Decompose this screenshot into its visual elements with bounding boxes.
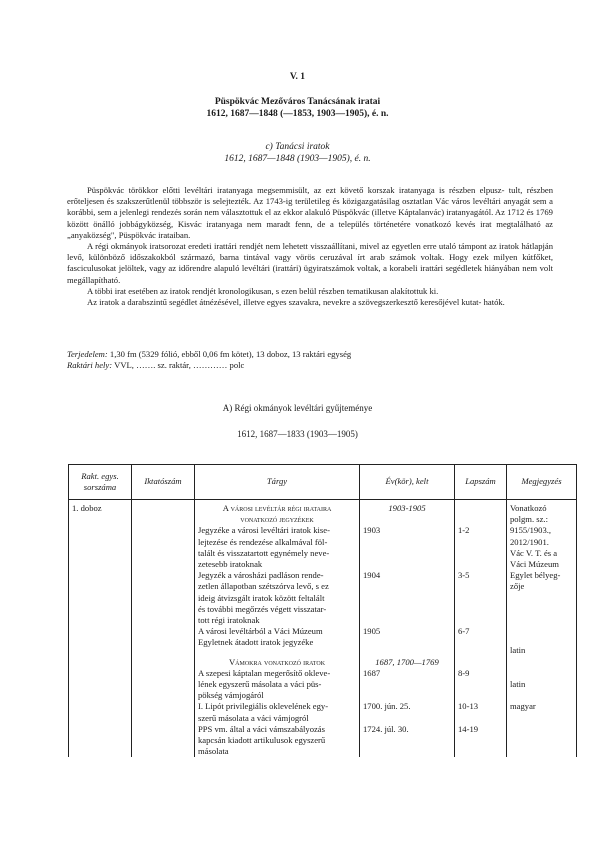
intro-line: Püspökvác (illetve Káptalanvác) iratanyagától. Az 1712 és 1769 között önálló jobbágyközség, Kisvác iratanyaga nem [67, 207, 553, 229]
subject-line: tott régi iratoknak [198, 615, 260, 626]
item-year: 1700. jún. 25. [363, 701, 411, 712]
note-line: Egylet bélyeg- [510, 570, 561, 581]
item-note: latin [510, 679, 526, 689]
table-header-row [69, 465, 577, 500]
location-line [67, 360, 553, 371]
intro-line: Hogy ezek milyen kútfőket, fasciculusokat jelöltek, vagy az időrendre alapuló levéltári (irattári) ügyiratszámok voltak, a [67, 252, 553, 274]
extent-line [67, 349, 553, 360]
subject-line: és további megőrzés végett visszatar- [198, 603, 327, 614]
subject-line: I. Lipót privilegiális oklevelének egy- [198, 701, 329, 712]
subject-line: lének egyszerű másolata a váci püs- [198, 679, 322, 690]
subject-line: talált és visszatartott egynémely neve- [198, 547, 330, 558]
subject-line: A szepesi káptalan megerősítő okleve- [198, 667, 331, 678]
intro-line: hatók. [483, 297, 505, 308]
intro-paragraph [67, 241, 553, 286]
collection-dates: 1612, 1687—1833 (1903—1905) [237, 429, 358, 439]
intro-line: A régi okmányok iratsorozat eredeti irattári rendjét nem lehetett visszaállítani, mivel az egyetlen erre utaló támpont [87, 241, 487, 252]
column-header-pages: Lapszám [455, 465, 507, 500]
item-pages: 8-9 [458, 667, 470, 678]
item-pages: 3-5 [458, 570, 470, 581]
note-line: 9155/1903., [510, 525, 552, 536]
intro-line: A többi irat esetében az iratok rendjét kronologikusan, s ezen belül részben tematikusan alakítottuk ki. [87, 285, 439, 296]
subject-cell [195, 500, 360, 758]
section-years: 1903-1905 [388, 503, 426, 513]
item-pages: 10-13 [458, 701, 479, 712]
pages-cell [455, 500, 507, 758]
intro-line: Püspökvác törökkor előtti levéltári iratanyaga megsemmisült, az ezt követő korszak iratanyaga is részben elpusz- [87, 185, 505, 195]
subject-line: másolata [198, 746, 229, 757]
item-subject [198, 668, 356, 702]
subject-line: Jegyzék a városházi padláson rende- [198, 570, 324, 581]
fonds-heading [0, 96, 595, 120]
column-header-filing-number: Iktatószám [132, 465, 195, 500]
section-years: 1687, 1700—1769 [375, 656, 439, 667]
intro-paragraph [67, 297, 553, 308]
intro-line: Vác város levéltári anyagát sem a korábbi, sem a jelenlegi rendezés során nem választottuk el az ekkor alakuló [67, 196, 553, 218]
subject-line: PPS vm. által a váci vámszabályozás [198, 723, 325, 734]
introduction-text [67, 185, 553, 308]
note-line: Vonatkozó [510, 503, 547, 513]
subject-line: zetlen állapotban szétszórva levő, s ez [198, 581, 329, 592]
year-cell [360, 500, 455, 758]
item-pages: 14-19 [458, 723, 479, 734]
item-note: latin [510, 645, 526, 656]
intro-paragraph [67, 286, 553, 297]
location-value: VVL, ……. sz. raktár, ………… polc [114, 360, 245, 371]
intro-line: az iratok hátlapján levő, különböző időszakokból származó, barna tintával vagy vörös ceruzával írt arab számok voltak. [67, 241, 553, 263]
intro-paragraph [67, 185, 553, 241]
item-year: 1724. júl. 30. [363, 723, 409, 734]
column-header-year: Év(kör), kelt [360, 465, 455, 500]
subject-line: szerű másolata a váci vámjogról [198, 712, 309, 723]
note-line: polgm. sz.: [510, 514, 548, 525]
note-line: 2012/1901. [510, 536, 549, 547]
item-year: 1903 [363, 525, 381, 536]
section-title: A városi levéltár régi irataira [222, 503, 332, 513]
filing-number-cell [132, 500, 195, 758]
subject-line: kapcsán kiadott artikulusok egyszerű [198, 735, 326, 746]
note-line: Váci Múzeum [510, 559, 559, 570]
collection-title: A) Régi okmányok levéltári gyűjteménye [222, 403, 373, 413]
location-label: Raktári hely: [67, 360, 113, 371]
item-year: 1905 [363, 626, 381, 637]
series-title: c) Tanácsi iratok [265, 142, 330, 152]
column-header-note: Megjegyzés [507, 465, 577, 500]
item-pages: 1-2 [458, 525, 470, 536]
series-number: V. 1 [289, 72, 306, 82]
intro-line: maradt fenn, de a település történetére vonatkozó kevés irat megtalálható az „anyaközség", Püspökvác irataiban. [67, 218, 553, 240]
fonds-title: Püspökvác Mezőváros Tanácsának iratai [214, 97, 381, 107]
subject-line: A városi levéltárból a Váci Múzeum [198, 626, 323, 637]
item-subject [198, 724, 356, 758]
item-subject [198, 525, 356, 570]
item-subject [198, 626, 356, 648]
section-title: Vámokra vonatkozó iratok [228, 656, 326, 667]
subject-line: lejtezése és rendezése alkalmával föl- [198, 536, 328, 547]
series-dates: 1612, 1687—1848 (1903—1905), é. n. [224, 154, 371, 164]
inventory-table [68, 464, 577, 757]
intro-line: Az iratok a darabszintű segédlet átnézésével, illetve egyes szavakra, nevekre a szövegszerkesztő keresőjével kutat- [87, 297, 482, 308]
note-line: Vác V. T. és a [510, 547, 558, 558]
series-heading [0, 141, 595, 165]
item-year: 1904 [363, 570, 381, 581]
subject-line: pökség vámjogáról [198, 690, 264, 701]
fonds-dates: 1612, 1687—1848 (—1853, 1903—1905), é. n. [206, 109, 389, 119]
item-pages: 6-7 [458, 626, 470, 637]
extent-value: 1,30 fm (5329 fólió, ebből 0,06 fm kötet), 13 doboz, 13 raktári egység [109, 349, 352, 359]
item-year: 1687 [363, 667, 381, 678]
column-header-unit: Rakt. egys. sorszáma [69, 465, 132, 500]
unit-cell: 1. doboz [69, 500, 132, 758]
item-note: magyar [510, 701, 536, 712]
item-subject [198, 570, 356, 626]
subject-line: ideig átvizsgált iratok között feltalált [198, 592, 325, 603]
subject-line: Jegyzéke a városi levéltári iratok kise- [198, 525, 330, 536]
note-cell [507, 500, 577, 758]
item-subject [198, 701, 356, 723]
column-header-subject: Tárgy [195, 465, 360, 500]
subject-line: Egyletnek átadott iratok jegyzéke [198, 637, 314, 648]
intro-line: tult, részben erőteljesen és szakszerűtlenül többször is selejtezték. Az 1743-ig területileg és közigazgatásilag osztatlan [67, 185, 553, 207]
section-title: vonatkozó jegyzékek [240, 514, 314, 525]
table-row [69, 500, 577, 758]
intro-line: korabeli irattári segédletek hiányában nem volt megállapítható. [67, 263, 553, 285]
extent-block [67, 349, 553, 371]
note-line: zője [510, 581, 525, 592]
extent-label: Terjedelem: [67, 349, 108, 359]
subject-line: zetesebb iratoknak [198, 559, 263, 570]
